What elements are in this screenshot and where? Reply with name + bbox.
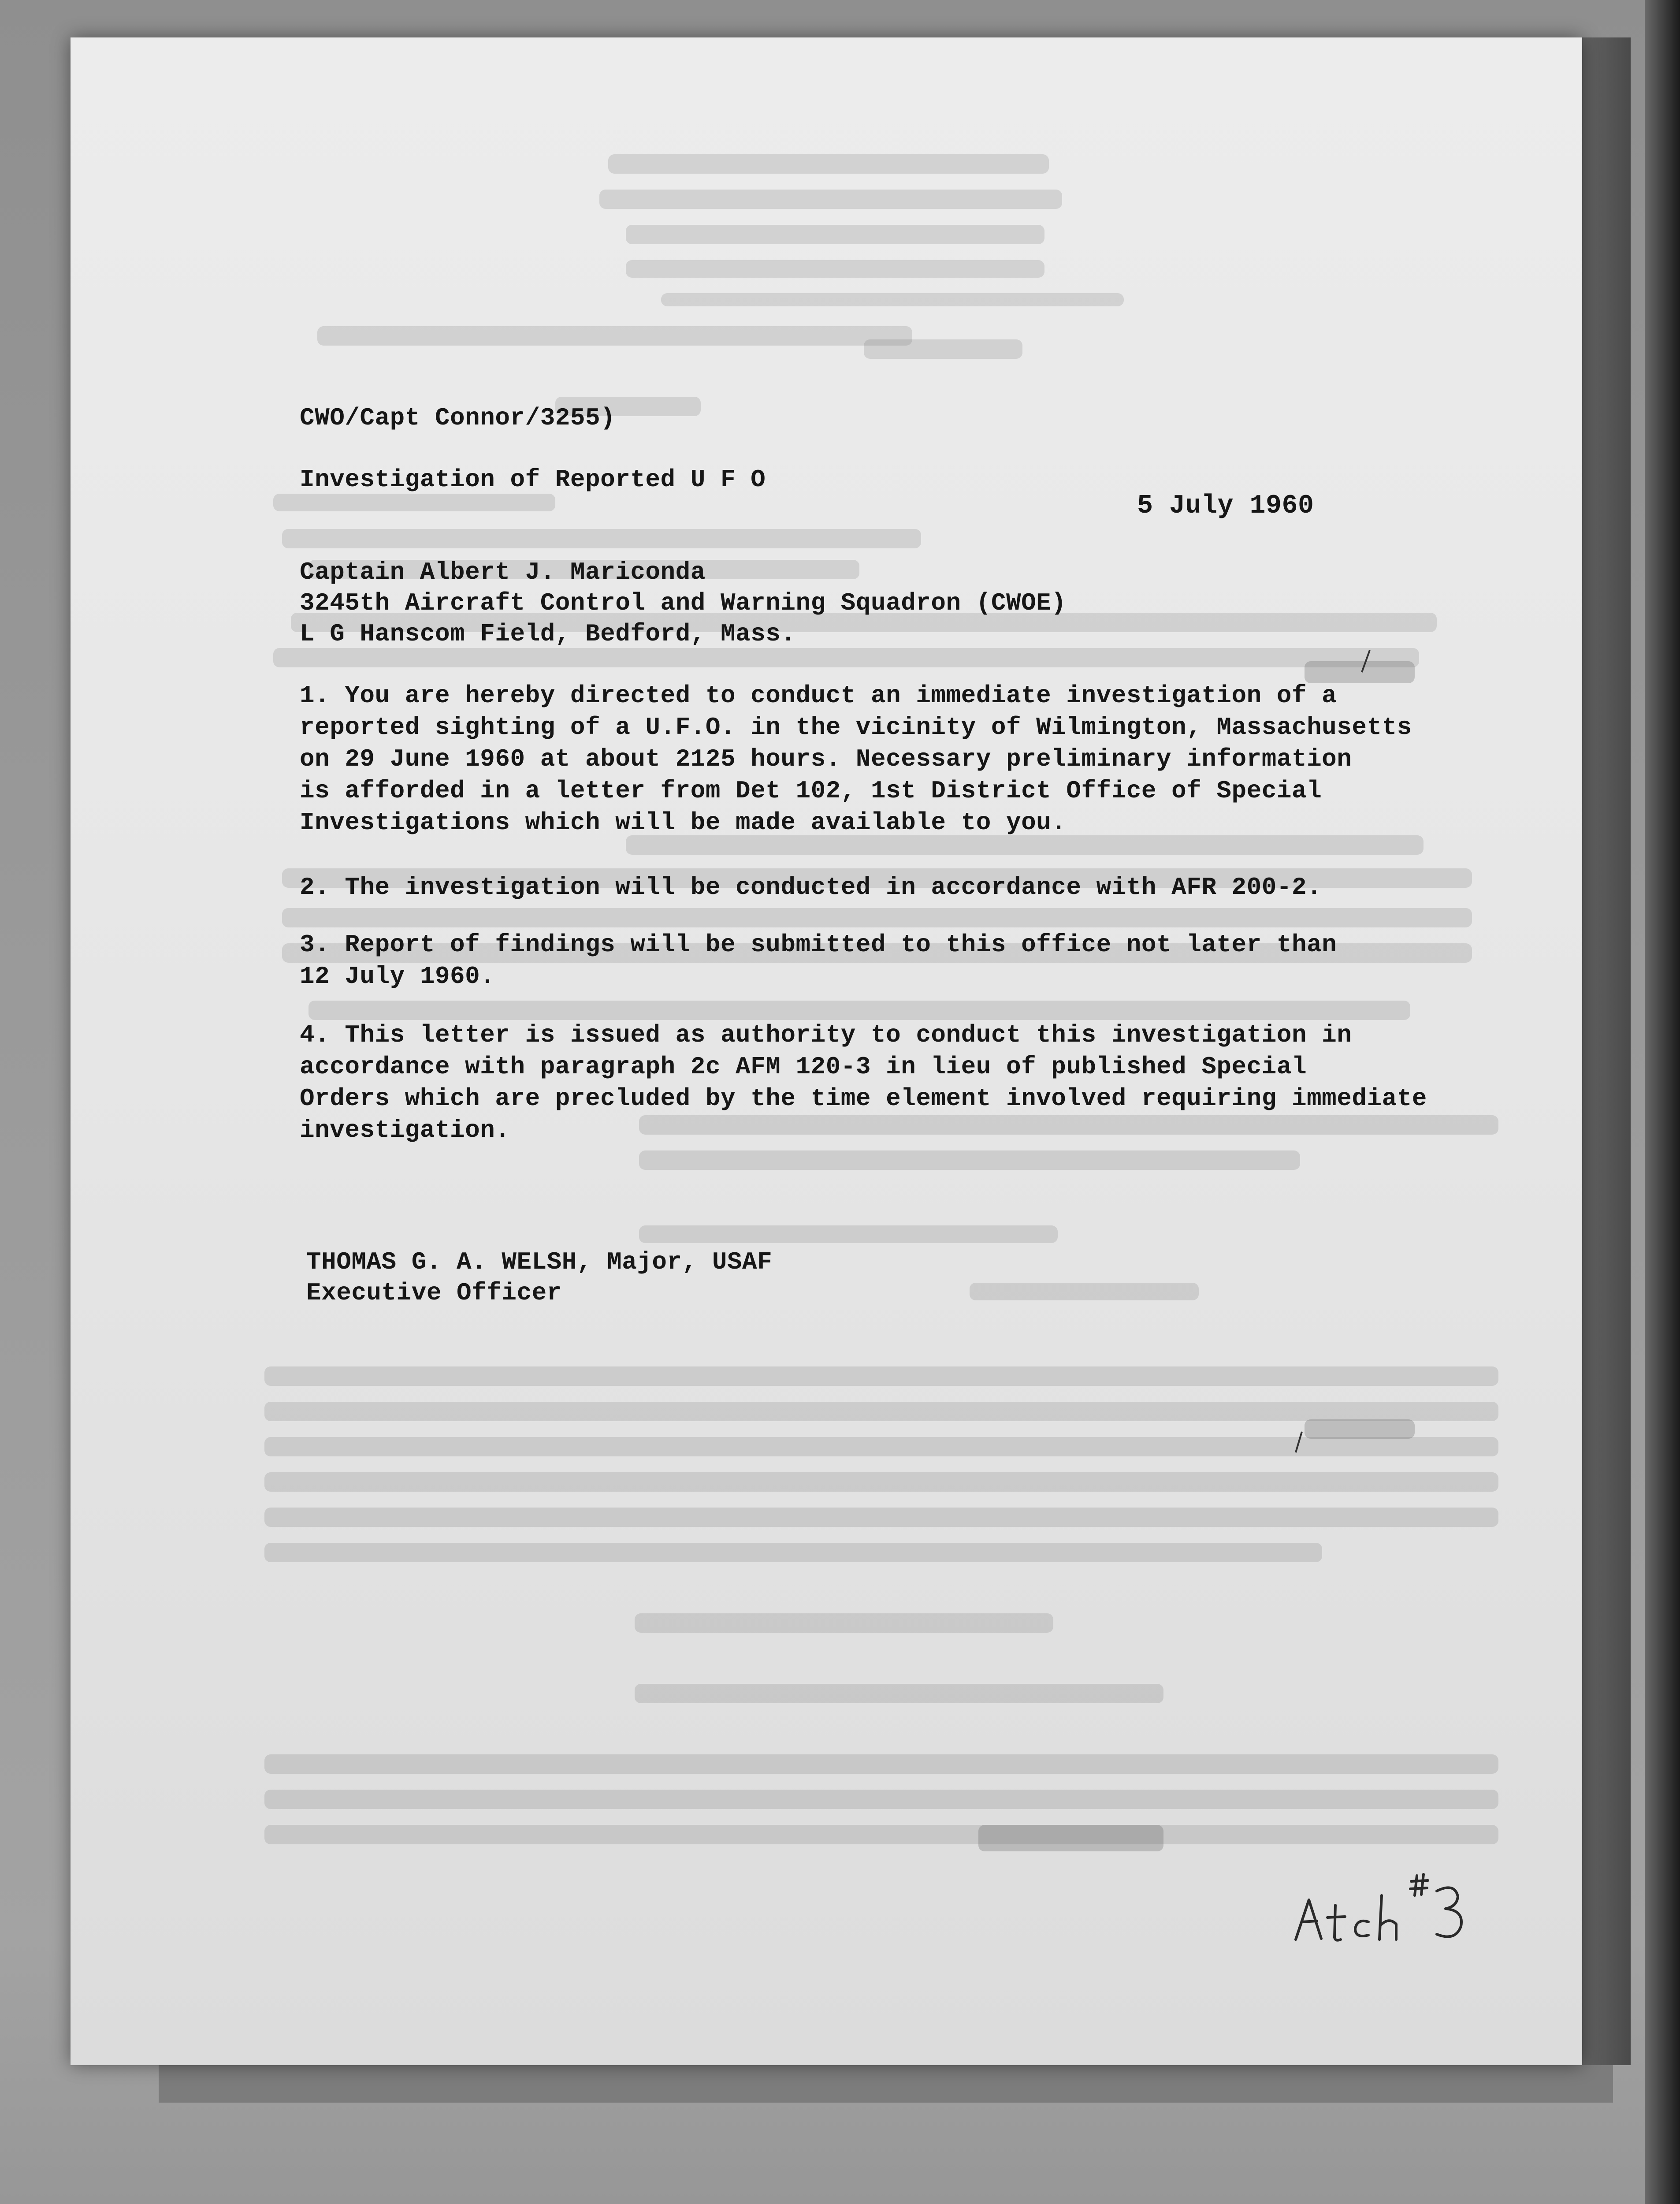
bleed-through-mark bbox=[264, 1402, 1498, 1421]
bleed-through-mark bbox=[273, 648, 1419, 667]
scanner-edge-right bbox=[1645, 0, 1680, 2204]
bleed-through-mark bbox=[864, 339, 1022, 359]
pencil-mark bbox=[1291, 1428, 1309, 1455]
bleed-through-mark bbox=[599, 190, 1062, 209]
paragraph-line: is afforded in a letter from Det 102, 1st District Office of Special bbox=[300, 777, 1322, 805]
paragraph-line: reported sighting of a U.F.O. in the vicinity of Wilmington, Massachusetts bbox=[300, 713, 1412, 741]
paragraph-line: 2. The investigation will be conducted in accordance with AFR 200-2. bbox=[300, 873, 1322, 901]
subject-line: Investigation of Reported U F O bbox=[300, 465, 766, 494]
paragraph-line: Investigations which will be made available to you. bbox=[300, 808, 1067, 837]
bleed-through-mark bbox=[978, 1825, 1163, 1851]
bleed-through-mark bbox=[308, 1001, 1410, 1020]
bleed-through-mark bbox=[282, 908, 1472, 927]
file-reference: CWO/Capt Connor/3255) bbox=[300, 404, 616, 432]
bleed-through-mark bbox=[626, 260, 1044, 278]
signature-name: THOMAS G. A. WELSH, Major, USAF bbox=[306, 1248, 773, 1276]
bleed-through-mark bbox=[635, 1684, 1163, 1703]
bleed-through-mark bbox=[626, 225, 1044, 244]
paragraph-line: 4. This letter is issued as authority to conduct this investigation in bbox=[300, 1021, 1352, 1049]
addressee-unit: 3245th Aircraft Control and Warning Squadron (CWOE) bbox=[300, 589, 1067, 617]
paragraph-line: 3. Report of findings will be submitted to this office not later than bbox=[300, 931, 1337, 959]
bleed-through-mark bbox=[1305, 1419, 1415, 1439]
bleed-through-mark bbox=[626, 835, 1424, 855]
document-date: 5 July 1960 bbox=[1137, 491, 1314, 521]
signature-title: Executive Officer bbox=[306, 1279, 562, 1307]
bleed-through-mark bbox=[639, 1115, 1498, 1135]
bleed-through-mark bbox=[264, 1754, 1498, 1774]
bleed-through-mark bbox=[273, 494, 555, 511]
bleed-through-mark bbox=[639, 1225, 1058, 1243]
addressee-location: L G Hanscom Field, Bedford, Mass. bbox=[300, 620, 796, 648]
bleed-through-mark bbox=[264, 1437, 1498, 1456]
bleed-through-mark bbox=[264, 1366, 1498, 1386]
bleed-through-mark bbox=[264, 1543, 1322, 1562]
paragraph-line: investigation. bbox=[300, 1116, 510, 1144]
bleed-through-mark bbox=[970, 1283, 1199, 1300]
paragraph-line: accordance with paragraph 2c AFM 120-3 in lieu of published Special bbox=[300, 1053, 1307, 1081]
addressee-name: Captain Albert J. Mariconda bbox=[300, 558, 706, 586]
bleed-through-mark bbox=[639, 1150, 1300, 1170]
paragraph-line: 1. You are hereby directed to conduct an immediate investigation of a bbox=[300, 681, 1337, 710]
bleed-through-mark bbox=[264, 1472, 1498, 1492]
pencil-mark bbox=[1357, 648, 1375, 674]
bleed-through-mark bbox=[264, 1508, 1498, 1527]
bleed-through-mark bbox=[282, 529, 921, 548]
paragraph-line: Orders which are precluded by the time element involved requiring immediate bbox=[300, 1084, 1427, 1113]
bleed-through-mark bbox=[264, 1825, 1498, 1844]
bleed-through-mark bbox=[661, 293, 1124, 306]
bleed-through-mark bbox=[264, 1790, 1498, 1809]
bleed-through-mark bbox=[635, 1613, 1053, 1633]
handwritten-attachment-note bbox=[1291, 1865, 1498, 1948]
paragraph-line: 12 July 1960. bbox=[300, 962, 495, 990]
bleed-through-mark bbox=[608, 154, 1049, 174]
bleed-through-mark bbox=[317, 326, 912, 346]
paragraph-line: on 29 June 1960 at about 2125 hours. Necessary preliminary information bbox=[300, 745, 1352, 773]
